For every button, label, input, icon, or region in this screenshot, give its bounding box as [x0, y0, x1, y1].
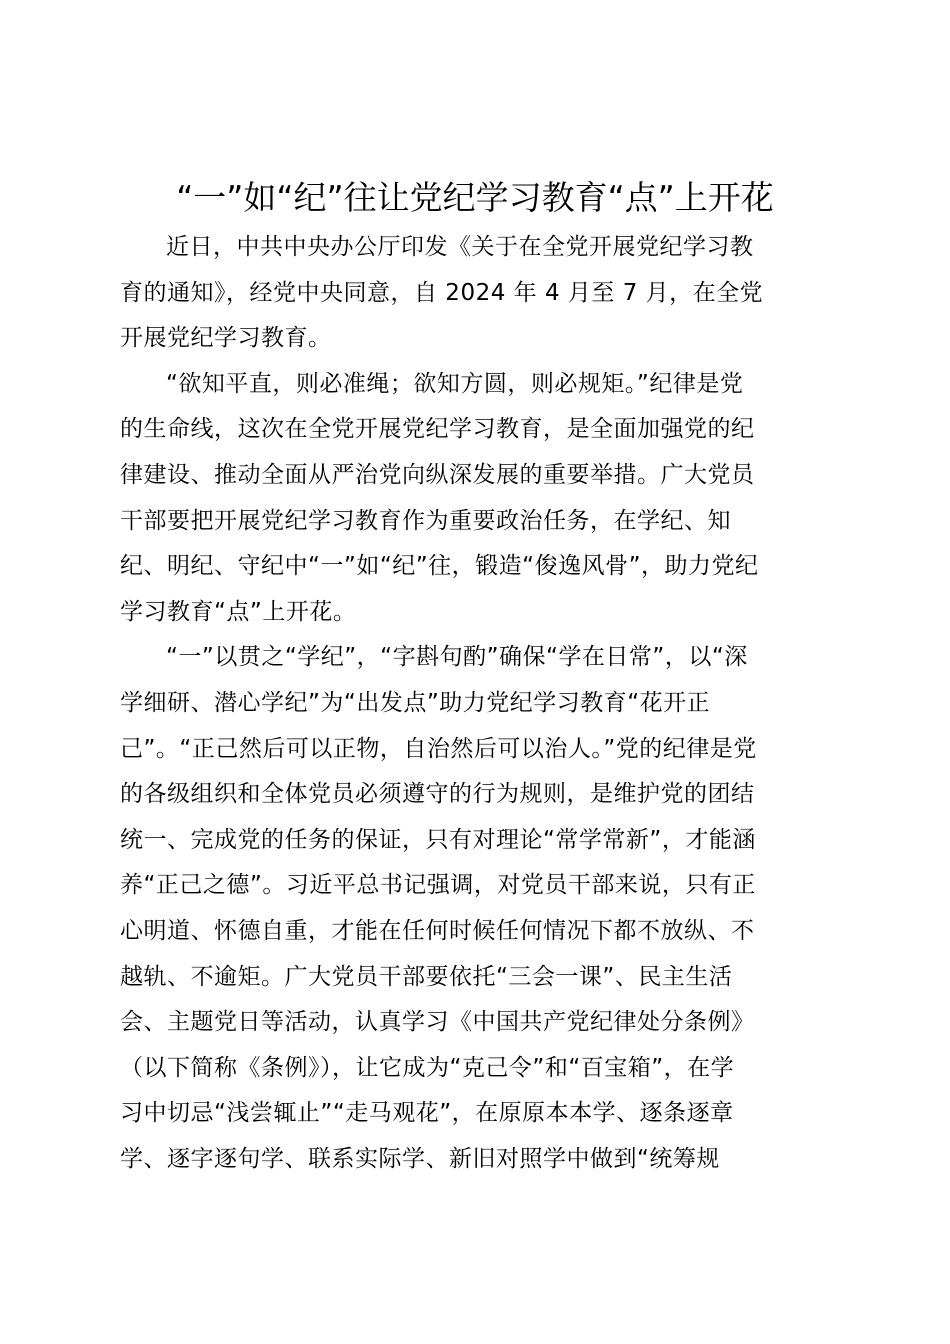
text-line: 会、主题党日等活动，认真学习《中国共产党纪律处分条例》	[120, 1009, 755, 1036]
text-line: 开展党纪学习教育。	[120, 325, 332, 352]
document-title: “一”如“纪”往让党纪学习教育“点”上开花	[176, 178, 774, 217]
text-line: 育的通知》，经党中央同意，自 2024 年 4 月至 7 月，在全党	[120, 279, 764, 306]
text-line: 养“正己之德”。习近平总书记强调，对党员干部来说，只有正	[120, 872, 756, 899]
text-line: 纪、明纪、守纪中“一”如“纪”往，锻造“俊逸风骨”，助力党纪	[120, 553, 759, 580]
text-line: “一”以贯之“学纪”，“字斟句酌”确保“学在日常”，以“深	[166, 644, 748, 671]
text-line: 的各级组织和全体党员必须遵守的行为规则，是维护党的团结	[120, 781, 755, 808]
text-line: （以下简称《条例》），让它成为“克己令”和“百宝箱”，在学	[120, 1054, 735, 1081]
text-line: “欲知平直，则必准绳；欲知方圆，则必规矩。”纪律是党	[166, 370, 744, 397]
text-line: 干部要把开展党纪学习教育作为重要政治任务，在学纪、知	[120, 507, 731, 534]
text-line: 统一、完成党的任务的保证，只有对理论“常学常新”，才能涵	[120, 826, 756, 853]
paragraph-2	[120, 362, 830, 636]
text-line: 越轨、不逾矩。广大党员干部要依托“三会一课”、民主生活	[120, 963, 733, 990]
text-line: 近日，中共中央办公厅印发《关于在全党开展党纪学习教	[166, 234, 754, 260]
paragraph-1	[120, 225, 830, 362]
paragraph-3	[120, 635, 830, 1182]
text-line: 的生命线，这次在全党开展党纪学习教育，是全面加强党的纪	[120, 416, 755, 443]
text-line: 学、逐字逐句学、联系实际学、新旧对照学中做到“统筹规	[120, 1145, 720, 1172]
text-line: 学习教育“点”上开花。	[120, 598, 357, 625]
text-line: 学细研、潜心学纪”为“出发点”助力党纪学习教育“花开正	[120, 689, 711, 716]
text-line: 律建设、推动全面从严治党向纵深发展的重要举措。广大党员	[120, 461, 755, 488]
text-line: 习中切忌“浅尝辄止”“走马观花”，在原原本本学、逐条逐章	[120, 1100, 734, 1127]
text-line: 己”。“正己然后可以正物，自治然后可以治人。”党的纪律是党	[120, 735, 757, 762]
text-line: 心明道、怀德自重，才能在任何时候任何情况下都不放纵、不	[120, 917, 755, 944]
document-body	[120, 225, 830, 1182]
